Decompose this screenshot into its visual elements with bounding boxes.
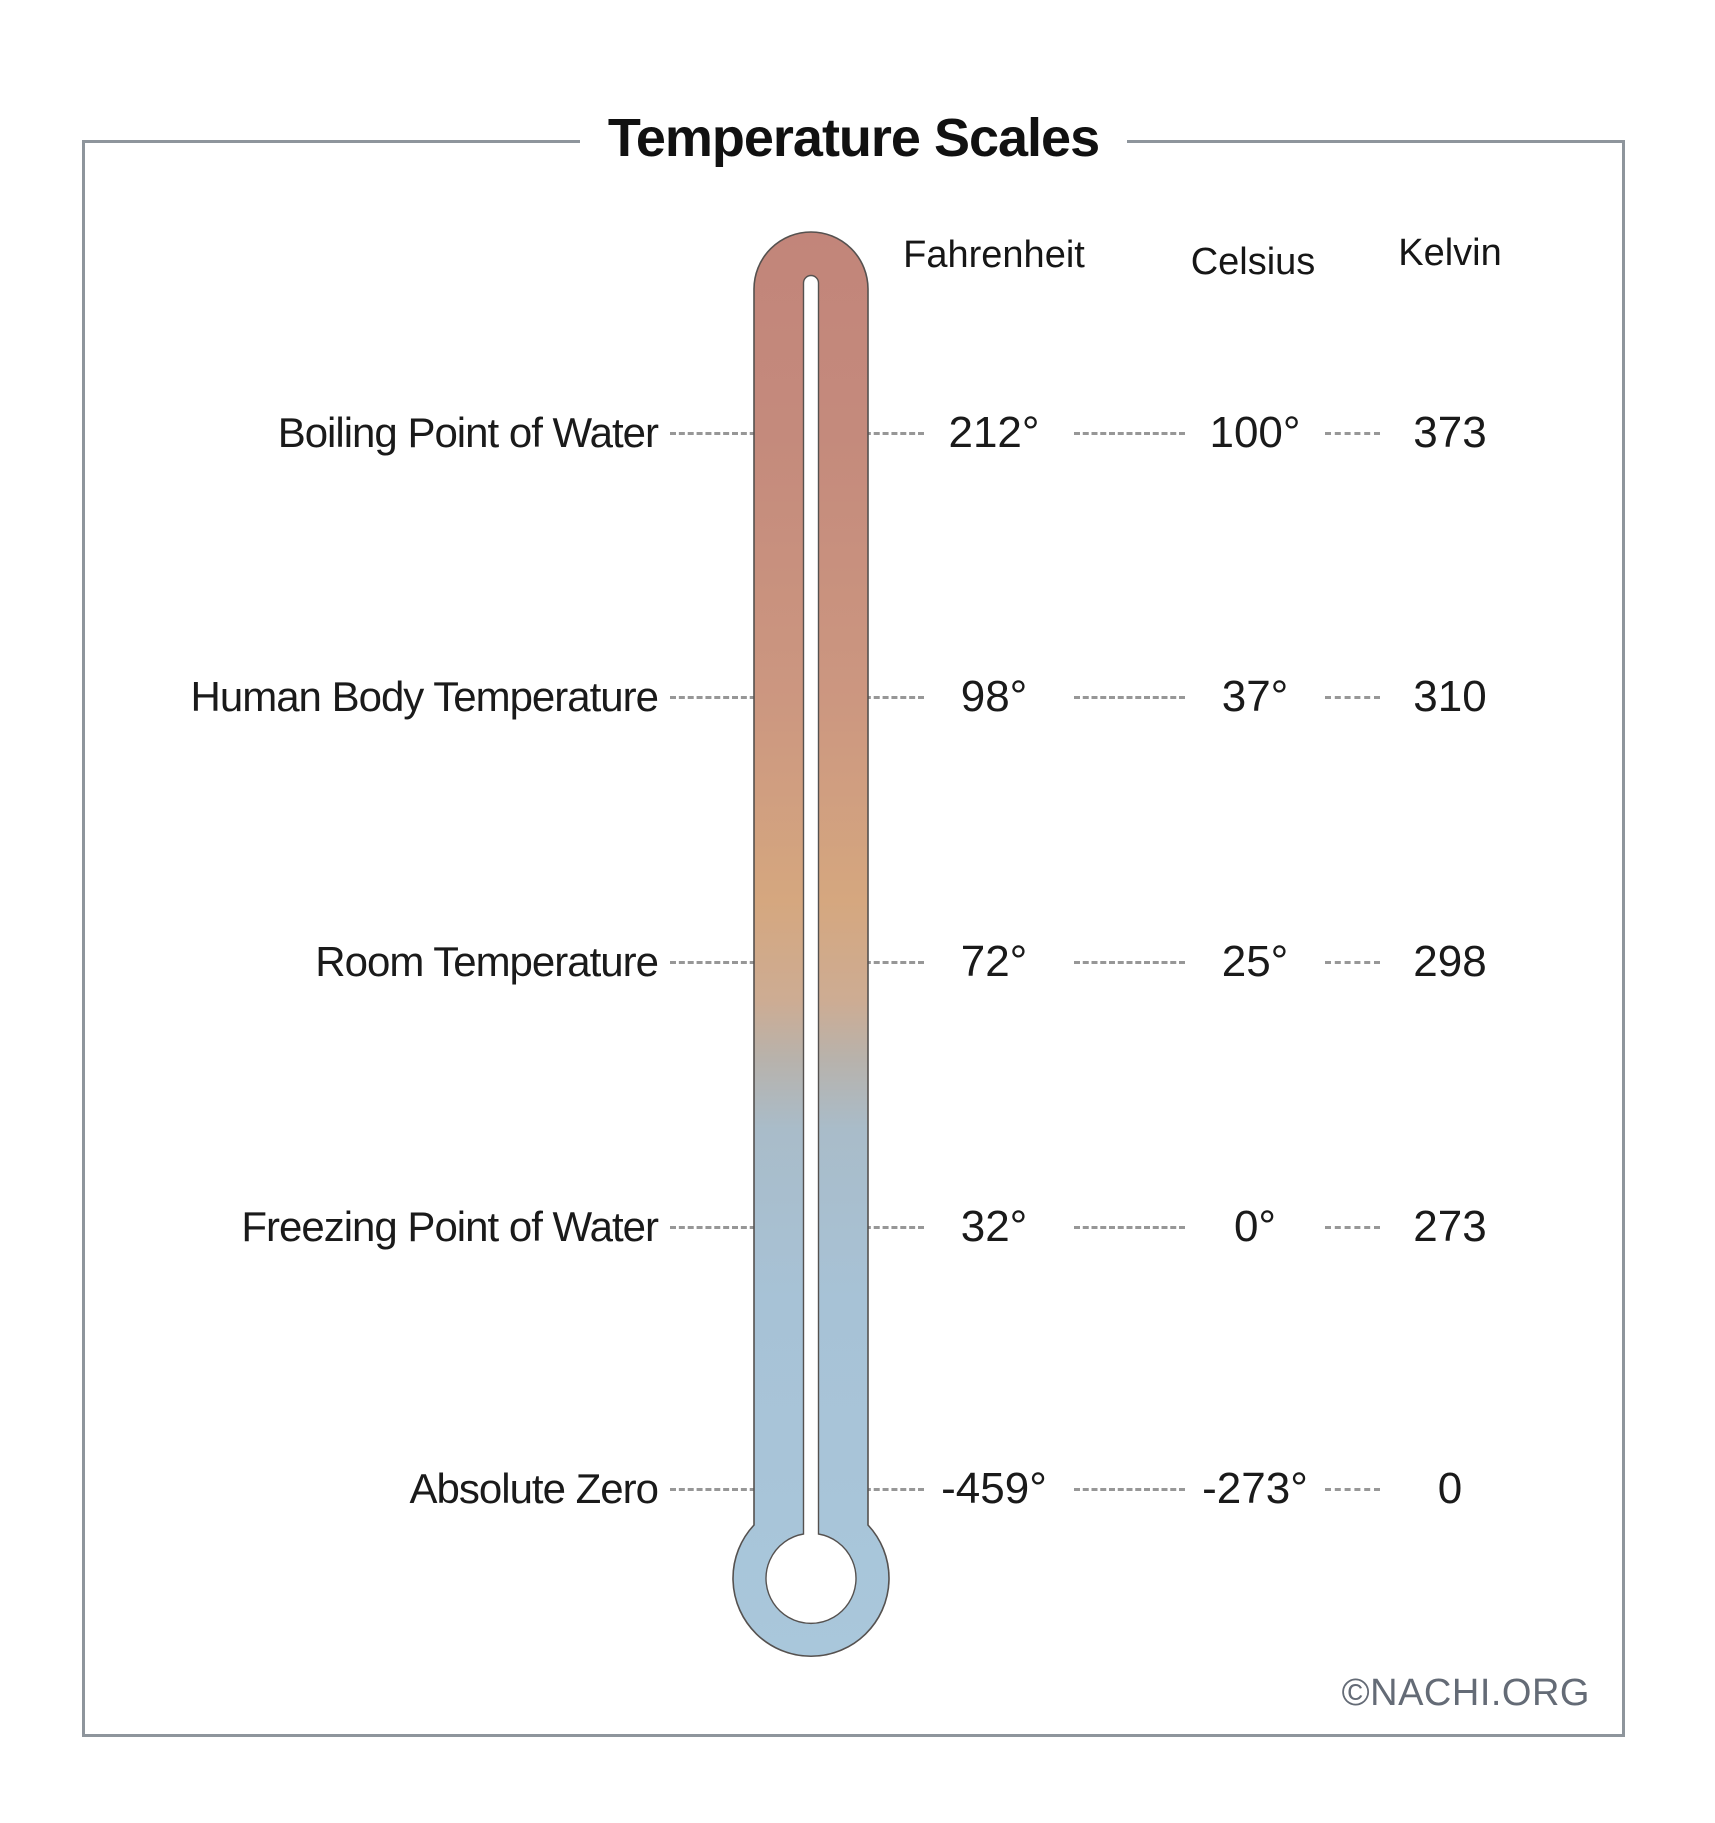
dashed-leader-line	[1074, 696, 1185, 699]
kelvin-value: 273	[1413, 1202, 1487, 1251]
dashed-leader-line	[670, 1226, 924, 1229]
table-row-freezing-point	[180, 1192, 1510, 1262]
table-row-absolute-zero	[180, 1454, 1510, 1524]
copyright-watermark: ©NACHI.ORG	[1341, 1672, 1590, 1714]
dashed-leader-line	[1074, 961, 1185, 964]
kelvin-value: 373	[1413, 408, 1487, 457]
celsius-value: -273°	[1202, 1464, 1308, 1513]
row-label: Boiling Point of Water	[277, 409, 658, 456]
dashed-leader-line	[1325, 1226, 1380, 1229]
dashed-leader-line	[670, 1488, 924, 1491]
table-row-body-temperature	[180, 662, 1510, 732]
celsius-value: 100°	[1209, 408, 1301, 457]
row-label: Human Body Temperature	[190, 673, 658, 720]
fahrenheit-value: 32°	[960, 1202, 1028, 1251]
fahrenheit-value: -459°	[941, 1464, 1047, 1513]
table-row-boiling-point	[180, 398, 1510, 468]
celsius-value: 0°	[1233, 1202, 1277, 1251]
column-header-kelvin: Kelvin	[1398, 232, 1502, 274]
row-label: Room Temperature	[315, 938, 658, 985]
dashed-leader-line	[670, 961, 924, 964]
fahrenheit-value: 72°	[960, 937, 1028, 986]
dashed-leader-line	[1325, 961, 1380, 964]
page-title: Temperature Scales	[580, 98, 1127, 178]
title-container	[82, 98, 1625, 178]
dashed-leader-line	[1325, 1488, 1380, 1491]
row-label: Freezing Point of Water	[241, 1203, 658, 1250]
column-header-fahrenheit: Fahrenheit	[903, 234, 1085, 276]
fahrenheit-value: 98°	[960, 672, 1028, 721]
column-header-celsius: Celsius	[1190, 241, 1316, 283]
row-label: Absolute Zero	[409, 1465, 658, 1512]
dashed-leader-line	[1325, 696, 1380, 699]
dashed-leader-line	[670, 432, 924, 435]
fahrenheit-value: 212°	[948, 408, 1040, 457]
dashed-leader-line	[1074, 1226, 1185, 1229]
dashed-leader-line	[670, 696, 924, 699]
celsius-value: 25°	[1221, 937, 1289, 986]
kelvin-value: 298	[1413, 937, 1487, 986]
dashed-leader-line	[1074, 1488, 1185, 1491]
dashed-leader-line	[1074, 432, 1185, 435]
kelvin-value: 310	[1413, 672, 1487, 721]
dashed-leader-line	[1325, 432, 1380, 435]
table-row-room-temperature	[180, 927, 1510, 997]
celsius-value: 37°	[1221, 672, 1289, 721]
kelvin-value: 0	[1437, 1464, 1463, 1513]
